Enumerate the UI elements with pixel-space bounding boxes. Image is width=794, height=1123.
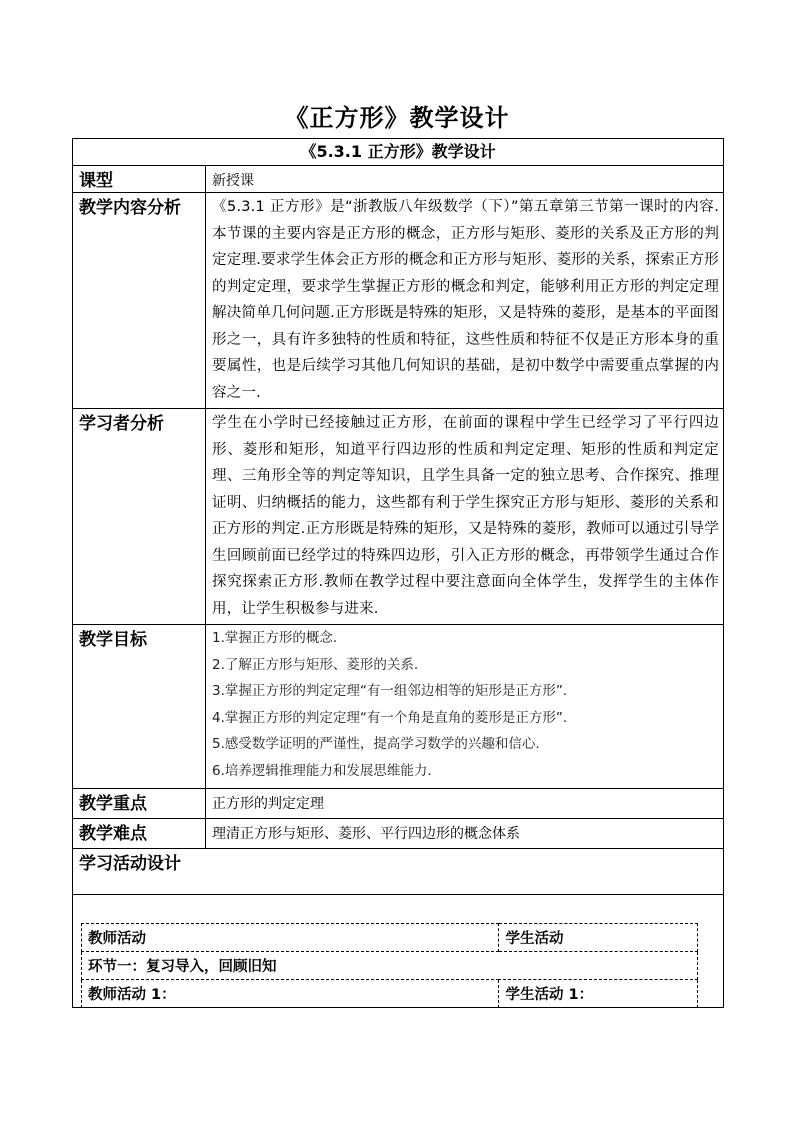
activity-design-row xyxy=(73,849,724,895)
learner-analysis-label: 学习者分析 xyxy=(73,409,206,625)
activity-table-row xyxy=(73,895,724,1008)
key-points-row xyxy=(73,789,724,819)
activity-design-header xyxy=(73,849,724,895)
objective-item: 6.培养逻辑推理能力和发展思维能力. xyxy=(212,762,432,779)
stage-row xyxy=(82,952,698,980)
content-analysis-row xyxy=(73,193,724,409)
table-title-row xyxy=(73,139,724,166)
objective-item: 5.感受数学证明的严谨性，提高学习数学的兴趣和信心. xyxy=(212,736,540,752)
key-points-value: 正方形的判定定理 xyxy=(206,789,724,819)
objective-item: 4.掌握正方形的判定定理“有一个角是直角的菱形是正方形”. xyxy=(212,709,568,726)
difficulties-value: 理清正方形与矩形、菱形、平行四边形的概念体系 xyxy=(206,819,724,849)
table-title: 《5.3.1 正方形》教学设计 xyxy=(73,139,724,166)
difficulties-row xyxy=(73,819,724,849)
lesson-type-value: 新授课 xyxy=(206,166,724,193)
objective-item: 1.掌握正方形的概念. xyxy=(212,630,338,646)
stage-1-label: 环节一：复习导入，回顾旧知 xyxy=(82,952,698,980)
activity-table-container xyxy=(73,895,724,1008)
objectives-list xyxy=(212,625,719,784)
key-points-label: 教学重点 xyxy=(73,789,206,819)
activity-table xyxy=(81,923,698,1008)
learner-analysis-row xyxy=(73,409,724,625)
content-analysis-label: 教学内容分析 xyxy=(73,193,206,409)
learner-analysis-text: 学生在小学时已经接触过正方形，在前面的课程中学生已经学习了平行四边形、菱形和矩形，知道平行四边形的性质和判定定理、矩形的性质和判定定理、三角形全等的判定等知识，且学生具备一定的独立思考、合作探究、推理证明、归纳概括的能力，这些都有利于学生探究正方形与矩形、菱形的关系和正方形的判定.正方形既是特殊的矩形，又是特殊的菱形，教师可以通过引导学生回顾前面已经学过的特殊四边形，引入正方形的概念，再带领学生通过合作探究探索正方形.教师在教学过程中要注意面向全体学生，发挥学生的主体作用，让学生积极参与进来. xyxy=(206,409,724,625)
activity-row xyxy=(82,980,698,1008)
teacher-activity-header: 教师活动 xyxy=(82,924,499,952)
objectives-row xyxy=(73,625,724,789)
activity-header-row xyxy=(82,924,698,952)
student-activity-1: 学生活动 1： xyxy=(499,980,698,1008)
student-activity-header: 学生活动 xyxy=(499,924,698,952)
lesson-design-table xyxy=(72,138,724,1008)
page-title: 《正方形》教学设计 xyxy=(284,104,510,132)
activity-design-label: 学习活动设计 xyxy=(79,854,181,874)
teacher-activity-1: 教师活动 1： xyxy=(82,980,499,1008)
difficulties-label: 教学难点 xyxy=(73,819,206,849)
lesson-type-label: 课型 xyxy=(73,166,206,193)
objective-item: 2.了解正方形与矩形、菱形的关系. xyxy=(212,656,419,673)
objectives-label: 教学目标 xyxy=(73,625,206,789)
objectives-content xyxy=(206,625,724,789)
content-analysis-text: 《5.3.1 正方形》是“浙教版八年级数学（下）”第五章第三节第一课时的内容.本节课的主要内容是正方形的概念，正方形与矩形、菱形的关系及正方形的判定定理.要求学生体会正方形的概念和正方形与矩形、菱形的关系，探索正方形的判定定理，要求学生掌握正方形的概念和判定，能够利用正方形的判定定理解决简单几何问题.正方形既是特殊的矩形，又是特殊的菱形，是基本的平面图形之一，具有许多独特的性质和特征，这些性质和特征不仅是正方形本身的重要属性，也是后续学习其他几何知识的基础，是初中数学中需要重点掌握的内容之一. xyxy=(206,193,724,409)
objective-item: 3.掌握正方形的判定定理“有一组邻边相等的矩形是正方形”. xyxy=(212,683,568,699)
lesson-type-row xyxy=(73,166,724,193)
